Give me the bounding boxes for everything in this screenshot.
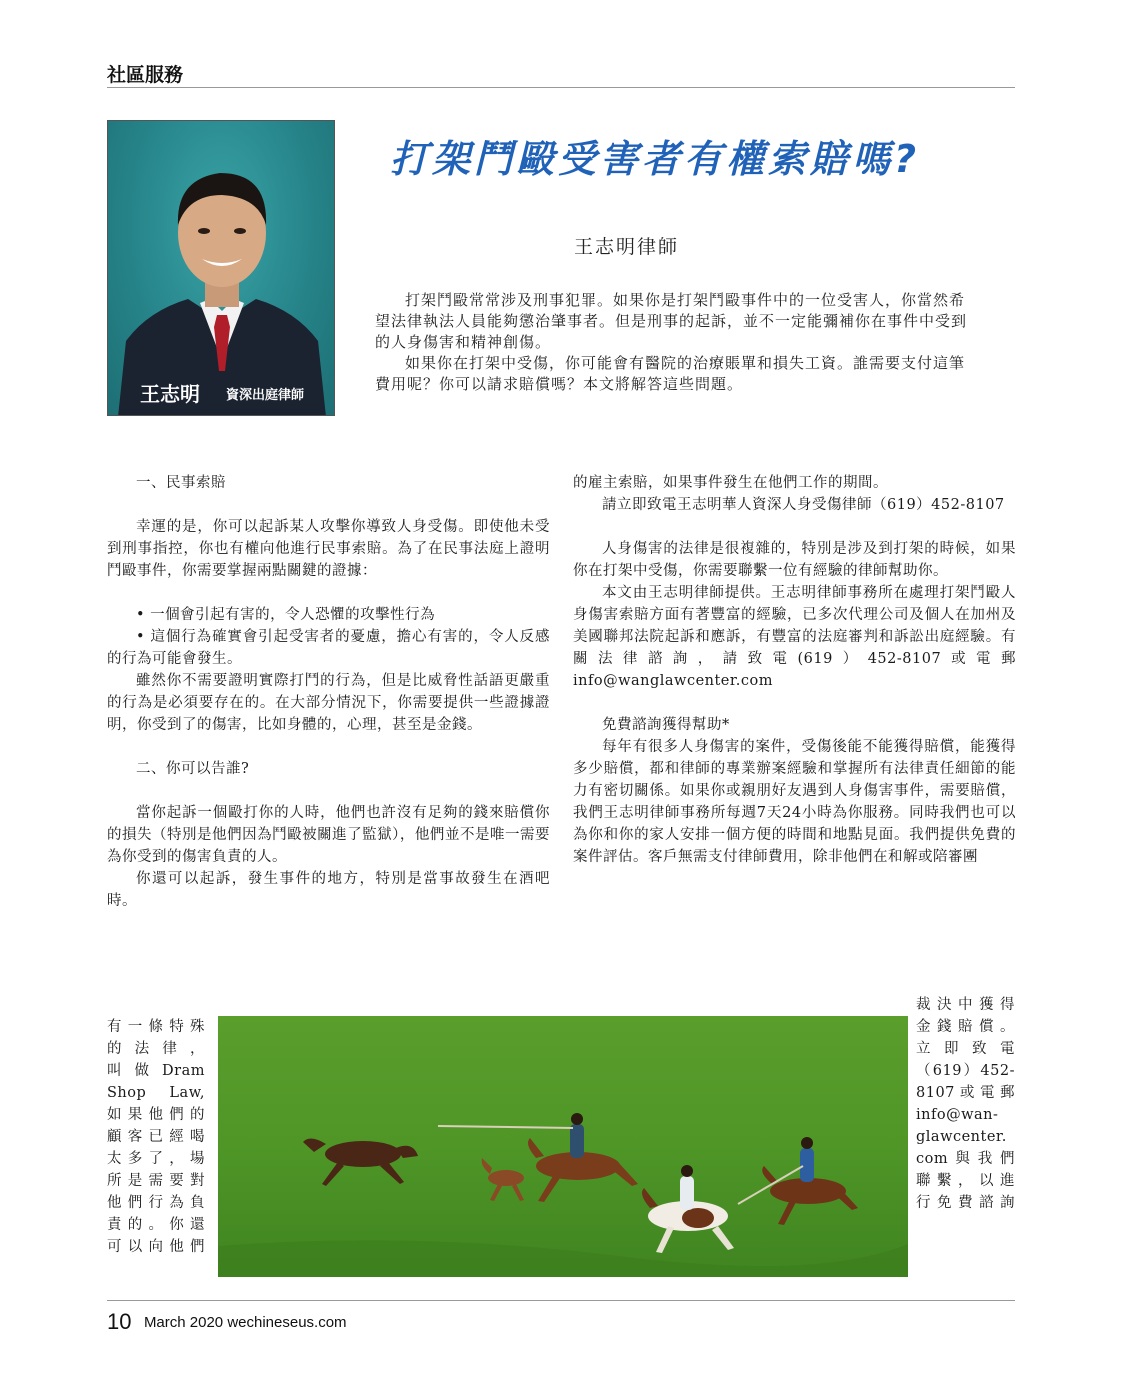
left-wrap-text (107, 1016, 205, 1258)
intro-paragraph: 如果你在打架中受傷，你可能會有醫院的治療賬單和損失工資。誰需要支付這筆費用呢？你可以請求賠償嗎？本文將解答這些問題。 (375, 354, 966, 393)
wrap-line: 太多了，場 (107, 1151, 205, 1167)
byline: 王志明律師 (574, 236, 680, 258)
paragraph: 你還可以起訴，發生事件的地方，特別是當事故發生在酒吧時。 (107, 871, 550, 909)
wrap-line: 他們行為負 (107, 1195, 205, 1211)
wrap-line: 叫 做 Dram (107, 1063, 205, 1079)
wrap-line: 裁決中獲得 (916, 997, 1015, 1013)
wrap-line: 行免費諮詢 (916, 1195, 1015, 1211)
paragraph: 本文由王志明律師提供。王志明律師事務所在處理打架鬥毆人身傷害索賠方面有著豐富的經驗，已多次代理公司及個人在加州及美國聯邦法院起訴和應訴，有豐富的法庭審判和訴訟出庭經驗。有關法律諮詢，請致電(619）452-8107或電郵info@wanglawcenter.com (573, 585, 1016, 689)
wrap-line: 金錢賠償。 (916, 1019, 1015, 1035)
wrap-line: 如果他們的 (107, 1107, 205, 1123)
paragraph: 當你起訴一個毆打你的人時，他們也許沒有足夠的錢來賠償你的損失（特別是他們因為鬥毆被關進了監獄），他們並不是唯一需要為你受到的傷害負責的人。 (107, 805, 550, 865)
page-number: 10 (107, 1309, 132, 1334)
paragraph: 的雇主索賠，如果事件發生在他們工作的期間。 (573, 475, 888, 491)
horse-scene-illustration (218, 1016, 908, 1277)
bullet-item: • 一個會引起有害的，令人恐懼的攻擊性行為 (136, 607, 436, 623)
author-photo (107, 120, 335, 416)
wrap-line: 所是需要對 (107, 1173, 205, 1189)
intro (375, 290, 975, 395)
wrap-line: glawcenter. (916, 1129, 1007, 1145)
bottom-divider (107, 1300, 1015, 1301)
wrap-line: info@wan- (916, 1107, 999, 1123)
wrap-line: 8107或電郵 (916, 1085, 1015, 1101)
right-column (573, 472, 1016, 868)
wrap-line: （619）452- (916, 1063, 1015, 1079)
photo-caption-role: 資深出庭律師 (226, 388, 305, 403)
wrap-line: Shop Law, (107, 1085, 205, 1101)
bullet-item: • 這個行為確實會引起受害者的憂慮，擔心有害的，令人反感的行為可能會發生。 (107, 629, 550, 667)
wrap-line: 的 法 律 ， (107, 1041, 205, 1057)
paragraph: 幸運的是，你可以起訴某人攻擊你導致人身受傷。即使他未受到刑事指控，你也有權向他進行民事索賠。為了在民事法庭上證明鬥毆事件，你需要掌握兩點關鍵的證據： (107, 519, 550, 579)
section-heading: 免費諮詢獲得幫助* (602, 717, 730, 733)
horse-riders-photo (218, 1016, 908, 1277)
section-heading: 一、民事索賠 (136, 475, 226, 491)
wrap-line: 顧客已經喝 (107, 1129, 205, 1145)
paragraph: 人身傷害的法律是很複雜的，特別是涉及到打架的時候，如果你在打架中受傷，你需要聯繫一位有經驗的律師幫助你。 (573, 541, 1016, 579)
right-wrap-text (916, 994, 1015, 1214)
article-title: 打架鬥毆受害者有權索賠嗎? (390, 137, 921, 181)
wrap-line: 可以向他們 (107, 1239, 205, 1255)
paragraph: 每年有很多人身傷害的案件，受傷後能不能獲得賠償，能獲得多少賠償，都和律師的專業辦案經驗和掌握所有法律責任細節的能力有密切關係。如果你或親朋好友遇到人身傷害事件，需要賠償，我們王志明律師事務所每週7天24小時為你服務。同時我們也可以為你和你的家人安排一個方便的時間和地點見面。我們提供免費的案件評估。客戶無需支付律師費用，除非他們在和解或陪審團 (573, 739, 1016, 865)
paragraph: 雖然你不需要證明實際打鬥的行為，但是比威脅性話語更嚴重的行為是必須要存在的。在大部分情況下，你需要提供一些證據證明，你受到了的傷害，比如身體的，心理，甚至是金錢。 (107, 673, 550, 733)
wrap-line: 責的。你還 (107, 1217, 205, 1233)
publication-info: March 2020 wechineseus.com (143, 1313, 347, 1331)
wrap-line: com與我們 (916, 1151, 1015, 1167)
section-label: 社區服務 (107, 64, 184, 86)
intro-paragraph: 打架鬥毆常常涉及刑事犯罪。如果你是打架鬥毆事件中的一位受害人，你當然希望法律執法人員能夠懲治肇事者。但是刑事的起訴，並不一定能彌補你在事件中受到的人身傷害和精神創傷。 (375, 291, 968, 351)
top-divider (107, 87, 1015, 88)
wrap-line: 聯繫，以進 (916, 1173, 1015, 1189)
wrap-line: 立 即 致 電 (916, 1041, 1015, 1057)
wrap-line: 有一條特殊 (107, 1019, 205, 1035)
paragraph: 請立即致電王志明華人資深人身受傷律師（619）452-8107 (602, 497, 1005, 513)
page-footer (107, 1309, 347, 1335)
photo-caption-name: 王志明 (140, 382, 200, 406)
section-heading: 二、你可以告誰? (136, 761, 250, 777)
left-column (107, 472, 550, 912)
author-portrait (108, 121, 335, 416)
